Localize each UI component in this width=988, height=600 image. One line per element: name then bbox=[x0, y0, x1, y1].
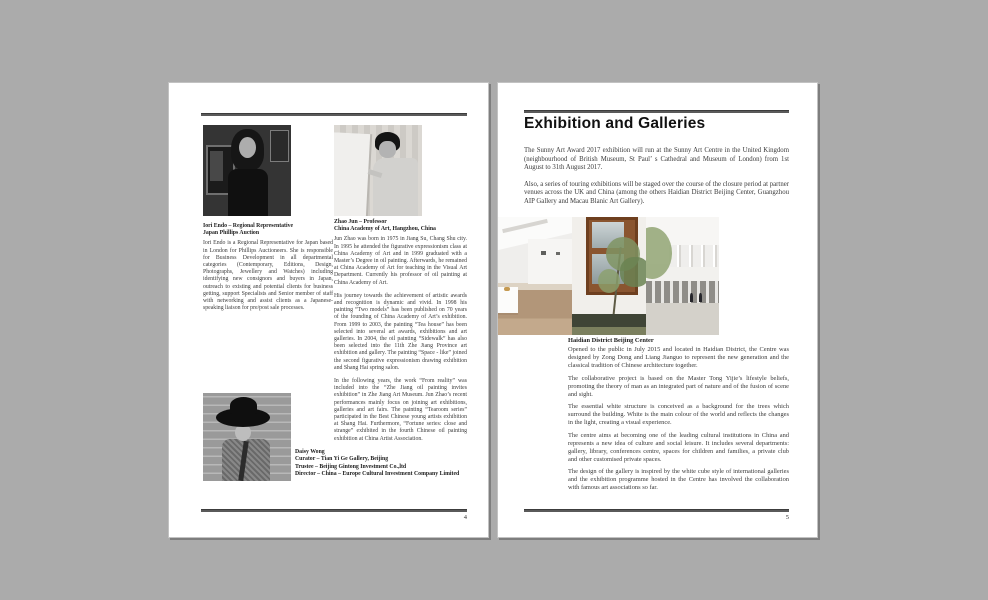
document-page-4 bbox=[168, 82, 489, 538]
intro-paragraph: Also, a series of touring exhibitions will be staged over the course of the closure period at partner venues across the UK and China (among the others Haidian District Beijing Center, Guangzhou AIP Gallery and Macau Blanic Art Gallery). bbox=[524, 180, 790, 205]
gallery-corridor-photo bbox=[498, 217, 572, 335]
section-paragraph: The collaborative project is based on the Master Tong Yijie’s lifestyle beliefs, promoting the theory of man as an integrated part of nature and of the fusion of scene and sight. bbox=[568, 374, 789, 398]
bio-zhao-org: China Academy of Art, Hangzhou, China bbox=[334, 226, 436, 233]
zhao-jun-portrait-photo bbox=[334, 125, 422, 216]
page-title: Exhibition and Galleries bbox=[524, 115, 706, 132]
bio-zhao-paragraph: In the following years, the work “From reality” was included into the “Zhe Jiang oil painting invites exhibition” in Zhe Jiang Art Museum. Jun Zhao’s recent performances mainly focus on joining art exhibitions, galleries and art fairs. The painting “Tearoom series” participated in the Best Chinese young artists exhibition at Shang Hai. Furthermore, “Fortune series: close and strange” exhibited in the fourth Chinese oil painting exhibition at China Artist Association. bbox=[334, 378, 467, 442]
section-paragraph: The design of the gallery is inspired by the white cube style of international galleries and the exhibition programme hosted in the Centre has involved the collaboration with famous art associations so far. bbox=[568, 468, 789, 491]
bio-daisy-role: Trustee – Beijing Gintong Investment Co.,ltd bbox=[295, 463, 407, 470]
document-page-5 bbox=[497, 82, 818, 538]
bio-zhao-paragraph: Jun Zhao was born in 1975 in Jiang Su, Chang Shu city. In 1995 he attended the figurative expressionism class at China Academy of Art and in 1999 graduated with a Master’s Degree in oil painting. Afterwards, he remained at China Academy of Art for teaching in the Visual Art Department. Currently his professor of oil painting at China Academy of Art. bbox=[334, 236, 467, 286]
bio-iori-endo bbox=[203, 223, 333, 318]
bottom-rule bbox=[201, 509, 467, 512]
bio-daisy-role: Director – China – Europe Cultural Investment Company Limited bbox=[295, 471, 460, 478]
iori-endo-portrait-photo bbox=[203, 125, 291, 216]
bio-zhao-title: Zhao Jun – Professor bbox=[334, 219, 387, 225]
page-number-4: 4 bbox=[463, 514, 467, 521]
bio-iori-org: Japan Phillips Auction bbox=[203, 230, 260, 237]
bio-iori-body: Iori Endo is a Regional Representative for Japan based in London for Phillips Auctioneers. She is responsible for Business Development in all departmental categories (Contemporary, Editions, Design, Photographs, Jewellery and Watches) including identifying new consignors and buyers in Japan, outreach to existing and potential clients for business getting, support Specialists and Senior member of staff with networking and assist clients as a Japanese-speaking liaison for pre/post sale processes. bbox=[203, 240, 333, 312]
bio-zhao-paragraph: His journey towards the achievement of artistic awards and recognition is dynamic and vivid. In 1998 his painting “Two models” has been published on 70 years of the founding of China Academy of Art’s exhibition. From 1999 to 2003, the painting “Tea house” has been selected into several art awards, exhibitions and art galleries. In 2004, the oil painting “Sidewalk” has also been selected into the 11th Zhe Jiang Province art exhibition and gallery. The painting “Space - like” joined the second figurative expressionism drawing exhibition and Shang Hai spring salon. bbox=[334, 292, 467, 371]
section-paragraph: The essential white structure is conceived as a background for the trees which surround the building. White is the main colour of the world and reflects the changes in the light, creating a visual experience. bbox=[568, 403, 789, 426]
section-paragraph: Opened to the public in July 2015 and located in Haidian District, the Centre was designed by Zong Dong and Liang Jianguo to represent the new generation and the classical tradition of Chinese architecture together. bbox=[568, 346, 789, 369]
section-heading: Haidian District Beijing Center bbox=[568, 337, 654, 344]
wooden-window-photo bbox=[572, 217, 646, 335]
daisy-wong-portrait-photo bbox=[203, 393, 291, 481]
bio-zhao-jun bbox=[334, 219, 467, 449]
haidian-center-section bbox=[568, 337, 789, 497]
page-number-5: 5 bbox=[785, 514, 789, 521]
bio-iori-title: Iori Endo – Regional Representative bbox=[203, 223, 294, 229]
bio-daisy-role: Curator – Tian Yi Ge Gallery, Beijing bbox=[295, 456, 389, 463]
building-exterior-photo bbox=[646, 217, 719, 335]
section-paragraph: The centre aims at becoming one of the leading cultural institutions in China and represents a new idea of culture and social leisure. It includes several departments: gallery, library, conferences centre, spaces for children and families, a private club and other customised private spaces. bbox=[568, 431, 789, 463]
haidian-center-triptych-photo bbox=[498, 217, 719, 335]
bottom-rule bbox=[524, 509, 789, 512]
bio-daisy-wong bbox=[295, 449, 477, 479]
intro-paragraph: The Sunny Art Award 2017 exhibition will run at the Sunny Art Centre in the United Kingdom (neighbourhood of British Museum, St Paul’ s Cathedral and Museum of London) from 1st August to 31th August 2017. bbox=[524, 147, 789, 172]
top-rule bbox=[524, 110, 789, 113]
top-rule bbox=[201, 113, 467, 116]
exhibition-intro bbox=[524, 147, 789, 215]
bio-daisy-name: Daisy Wong bbox=[295, 449, 325, 455]
